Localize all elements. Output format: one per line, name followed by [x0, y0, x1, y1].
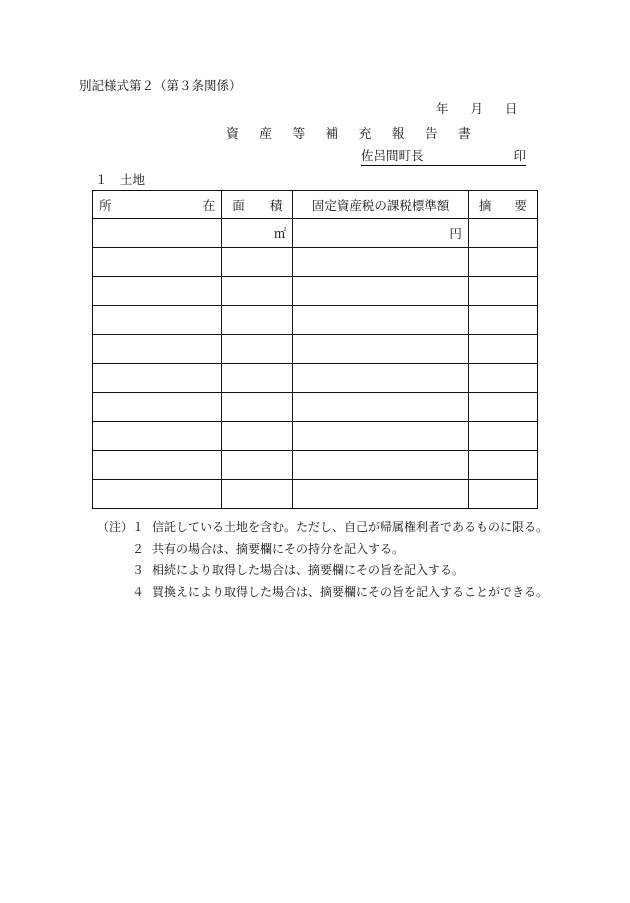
note-text: 信託している土地を含む。ただし、自己が帰属権利者であるものに限る。 — [152, 520, 549, 535]
cell-location[interactable] — [93, 335, 222, 364]
cell-area[interactable] — [222, 277, 293, 306]
cell-remarks[interactable] — [468, 451, 537, 480]
table-row — [93, 219, 538, 248]
cell-location[interactable] — [93, 277, 222, 306]
cell-tax-base[interactable] — [293, 422, 468, 451]
cell-area[interactable] — [222, 393, 293, 422]
cell-area[interactable] — [222, 306, 293, 335]
table-row — [93, 480, 538, 509]
header-tax-base: 固定資産税の課税標準額 — [293, 191, 468, 219]
cell-location[interactable] — [93, 393, 222, 422]
note-number: １ — [132, 520, 145, 535]
note-item — [97, 538, 548, 560]
header-location-char-2: 在 — [202, 197, 216, 213]
cell-remarks[interactable] — [468, 422, 537, 451]
cell-remarks[interactable] — [468, 248, 537, 277]
table-row — [93, 393, 538, 422]
land-table — [92, 190, 538, 509]
cell-location[interactable] — [93, 422, 222, 451]
date-day-label: 日 — [505, 101, 518, 116]
date-year-label: 年 — [436, 101, 449, 116]
cell-remarks[interactable] — [468, 393, 537, 422]
cell-tax-base[interactable] — [293, 364, 468, 393]
cell-tax-base[interactable] — [293, 335, 468, 364]
header-location — [93, 191, 222, 219]
note-item — [97, 559, 548, 581]
cell-location[interactable] — [93, 364, 222, 393]
cell-tax-base[interactable] — [293, 393, 468, 422]
cell-tax-base[interactable] — [293, 306, 468, 335]
table-body — [93, 219, 538, 509]
cell-location[interactable] — [93, 248, 222, 277]
cell-location[interactable] — [93, 480, 222, 509]
notes-lead: （注） — [97, 520, 134, 535]
cell-area[interactable] — [222, 219, 293, 248]
document-title: 資 産 等 補 充 報 告 書 — [226, 127, 479, 142]
cell-area[interactable] — [222, 480, 293, 509]
note-item — [97, 581, 548, 603]
cell-remarks[interactable] — [468, 306, 537, 335]
cell-tax-base[interactable] — [293, 277, 468, 306]
header-remarks-char-2: 要 — [514, 197, 527, 213]
cell-location[interactable] — [93, 306, 222, 335]
cell-area[interactable] — [222, 451, 293, 480]
cell-location[interactable] — [93, 219, 222, 248]
header-area — [222, 191, 293, 219]
date-month-label: 月 — [470, 101, 484, 116]
header-location-char-1: 所 — [99, 197, 112, 213]
cell-area[interactable] — [222, 364, 293, 393]
date-line — [436, 99, 518, 117]
cell-area[interactable] — [222, 248, 293, 277]
cell-area[interactable] — [222, 335, 293, 364]
note-text: 買換えにより取得した場合は、摘要欄にその旨を記入することができる。 — [152, 584, 549, 599]
area-unit-label: ㎡ — [273, 226, 287, 241]
note-text: 相続により取得した場合は、摘要欄にその旨を記入する。 — [152, 563, 465, 578]
section-label: １ 土地 — [95, 172, 146, 187]
header-remarks-char-1: 摘 — [478, 197, 492, 213]
cell-tax-base[interactable] — [293, 480, 468, 509]
table-row — [93, 422, 538, 451]
cell-remarks[interactable] — [468, 277, 537, 306]
seal-mark: 印 — [513, 148, 526, 163]
table-row — [93, 335, 538, 364]
notes-section — [97, 516, 548, 602]
table-row — [93, 451, 538, 480]
cell-tax-base[interactable] — [293, 451, 468, 480]
cell-remarks[interactable] — [468, 219, 537, 248]
table-row — [93, 277, 538, 306]
cell-tax-base[interactable] — [293, 248, 468, 277]
cell-tax-base[interactable] — [293, 219, 468, 248]
note-text: 共有の場合は、摘要欄にその持分を記入する。 — [152, 541, 405, 556]
note-number: ２ — [132, 541, 145, 556]
note-number: ３ — [132, 563, 145, 578]
header-area-char-2: 積 — [269, 197, 283, 213]
header-remarks — [468, 191, 537, 219]
addressee-name: 佐呂間町長 — [361, 148, 424, 163]
cell-location[interactable] — [93, 451, 222, 480]
table-row — [93, 248, 538, 277]
header-area-char-1: 面 — [232, 197, 245, 213]
table-header-row — [93, 191, 538, 219]
form-number: 別記様式第２（第３条関係） — [79, 78, 242, 93]
cell-area[interactable] — [222, 422, 293, 451]
tax-base-unit-label: 円 — [449, 226, 462, 241]
cell-remarks[interactable] — [468, 364, 537, 393]
cell-remarks[interactable] — [468, 335, 537, 364]
table-row — [93, 306, 538, 335]
note-item — [97, 516, 548, 538]
table-row — [93, 364, 538, 393]
note-number: ４ — [132, 584, 145, 599]
cell-remarks[interactable] — [468, 480, 537, 509]
addressee-line — [361, 146, 526, 166]
